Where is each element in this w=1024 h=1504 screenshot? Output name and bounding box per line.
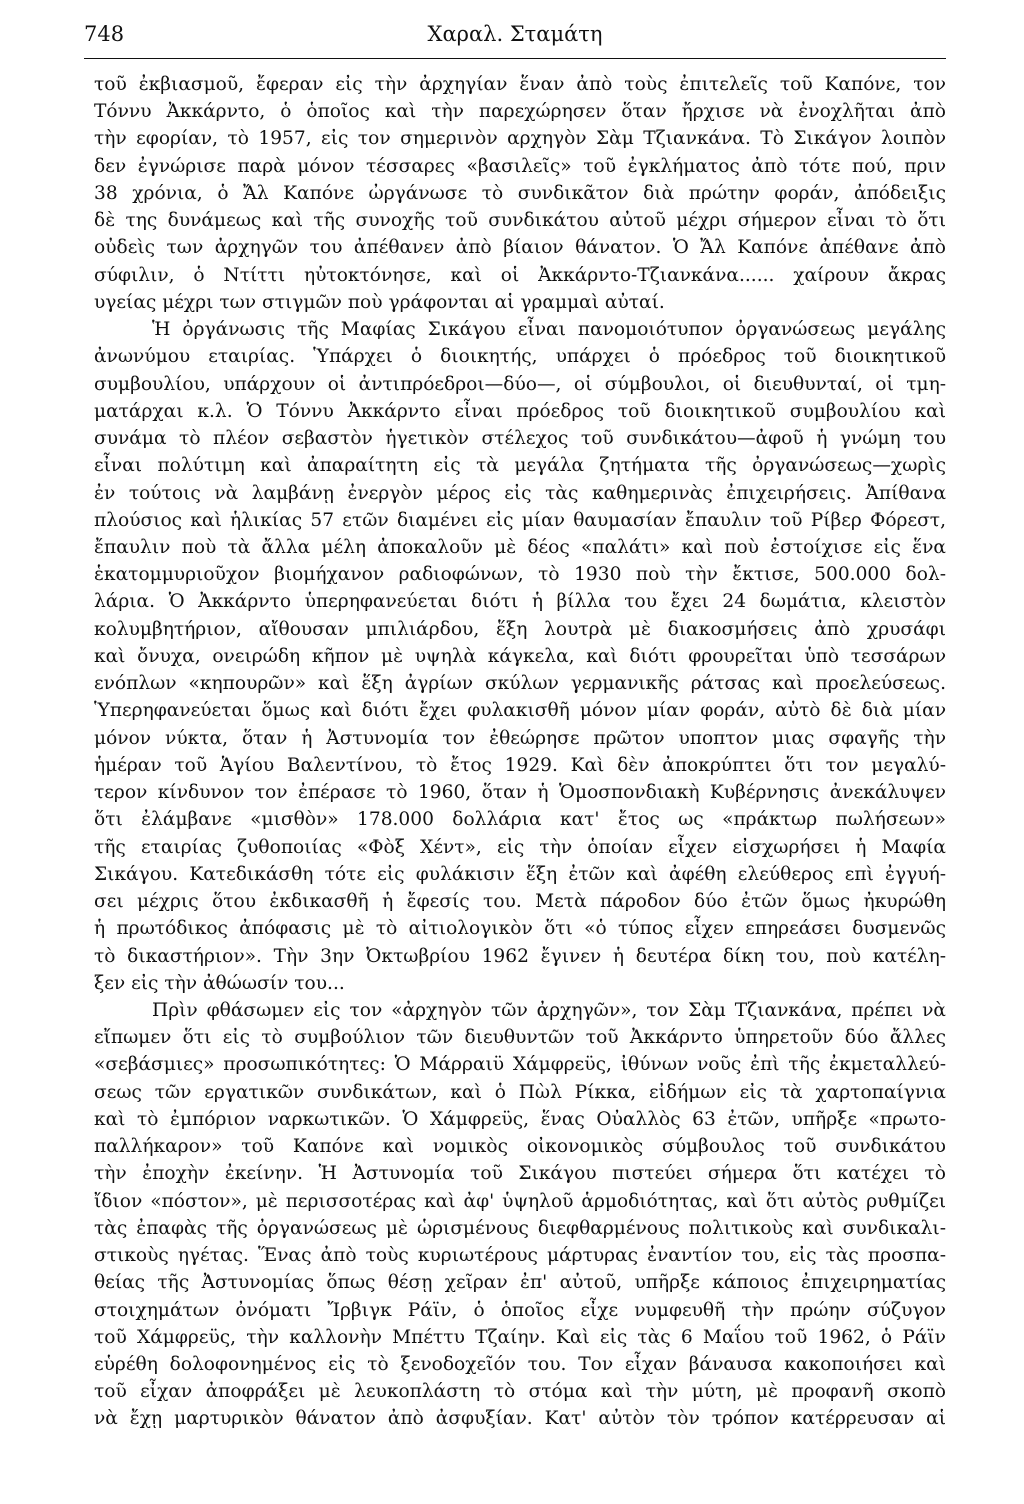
text-line: ματάρχαι κ.λ. Ὁ Τόννυ Ἀκκάρντο εἶναι πρόεδρος τοῦ διοικητικοῦ συμβουλίου καὶ xyxy=(94,400,946,422)
text-line: ὅτι ἐλάμβανε «μισθὸν» 178.000 δολλάρια κατ' ἔτος ως «πράκτωρ πωλήσεων» xyxy=(94,809,946,831)
text-line: καὶ ὄνυχα, ονειρώδη κῆπον μὲ υψηλὰ κάγκελα, καὶ διότι φρουρεῖται ὑπὸ τεσσάρων xyxy=(94,645,946,667)
text-line: ἴδιον «πόστον», μὲ περισσοτέρας καὶ ἀφ' ὑψηλοῦ ἁρμοδιότητας, καὶ ὅτι αὐτὸς ρυθμίζει xyxy=(94,1190,946,1212)
header-rule xyxy=(84,58,946,59)
text-line: ἀνωνύμου εταιρίας. Ὑπάρχει ὁ διοικητής, υπάρχει ὁ πρόεδρος τοῦ διοικητικοῦ xyxy=(94,346,946,368)
text-line: μόνον νύκτα, ὅταν ἡ Ἀστυνομία τον ἐθεώρησε πρῶτον υποπτον μιας σφαγῆς τὴν xyxy=(94,727,946,749)
text-line: ξεν εἰς τὴν ἀθώωσίν του... xyxy=(94,972,345,994)
text-line: σεως τῶν εργατικῶν συνδικάτων, καὶ ὁ Πὼλ Ρίκκα, εἰδήμων εἰς τὰ χαρτοπαίγνια xyxy=(94,1081,946,1103)
text-line: οὐδεὶς των ἀρχηγῶν του ἀπέθανεν ἀπὸ βίαιον θάνατον. Ὁ Ἄλ Καπόνε ἀπέθανε ἀπὸ xyxy=(94,237,946,259)
text-line: Τόννυ Ἀκκάρντο, ὁ ὁποῖος καὶ τὴν παρεχώρησεν ὅταν ἤρχισε νὰ ἐνοχλῆται ἀπὸ xyxy=(94,101,946,123)
text-line: Ὑπερηφανεύεται ὅμως καὶ διότι ἔχει φυλακισθῆ μόνον μίαν φοράν, αὐτὸ δὲ διὰ μίαν xyxy=(94,700,946,722)
text-line: καὶ τὸ ἐμπόριον ναρκωτικῶν. Ὁ Χάμφρεϋς, ἕνας Οὐαλλὸς 63 ἐτῶν, υπῆρξε «πρωτο- xyxy=(94,1108,946,1130)
text-line: κολυμβητήριον, αἴθουσαν μπιλιάρδου, ἕξη λουτρὰ μὲ διακοσμήσεις ἀπὸ χρυσάφι xyxy=(94,618,946,640)
text-line: ἐν τούτοις νὰ λαμβάνῃ ἐνεργὸν μέρος εἰς τὰς καθημερινὰς ἐπιχειρήσεις. Ἀπίθανα xyxy=(94,482,946,504)
text-line: ἡμέραν τοῦ Ἁγίου Βαλεντίνου, τὸ ἔτος 1929. Καὶ δὲν ἀποκρύπτει ὅτι τον μεγαλύ- xyxy=(94,754,946,776)
text-line: τοῦ Χάμφρεϋς, τὴν καλλονὴν Μπέττυ Τζαίην. Καὶ εἰς τὰς 6 Μαΐου τοῦ 1962, ὁ Ράϊν xyxy=(94,1326,946,1348)
text-line: λάρια. Ὁ Ἀκκάρντο ὑπερηφανεύεται διότι ἡ βίλλα του ἔχει 24 δωμάτια, κλειστὸν xyxy=(94,591,946,613)
page-number: 748 xyxy=(84,22,125,46)
text-line: τὰς ἐπαφὰς τῆς ὀργανώσεως μὲ ὡρισμένους διεφθαρμένους πολιτικοὺς καὶ συνδικαλι- xyxy=(94,1217,946,1239)
text-line: ἑκατομμυριοῦχον βιομήχανον ραδιοφώνων, τὸ 1930 ποὺ τὴν ἔκτισε, 500.000 δολ- xyxy=(94,564,946,586)
text-line: τῆς εταιρίας ζυθοποιίας «Φὸξ Χέντ», εἰς τὴν ὁποίαν εἶχεν εἰσχωρήσει ἡ Μαφία xyxy=(94,836,946,858)
text-line: «σεβάσμιες» προσωπικότητες: Ὁ Μάρραιϋ Χάμφρεϋς, ἰθύνων νοῦς ἐπὶ τῆς ἐκμεταλλεύ- xyxy=(94,1054,946,1076)
text-line: στοιχημάτων ὀνόματι Ἴρβιγκ Ράϊν, ὁ ὁποῖος εἶχε νυμφευθῆ τὴν πρώην σύζυγον xyxy=(94,1299,946,1321)
text-line: θείας τῆς Ἀστυνομίας ὅπως θέσῃ χεῖραν ἐπ' αὐτοῦ, υπῆρξε κάποιος ἐπιχειρηματίας xyxy=(94,1272,946,1294)
text-line: συνάμα τὸ πλέον σεβαστὸν ἡγετικὸν στέλεχος τοῦ συνδικάτου—ἀφοῦ ἡ γνώμη του xyxy=(94,428,946,450)
text-line: εὑρέθη δολοφονημένος εἰς τὸ ξενοδοχεῖόν του. Τον εἶχαν βάναυσα κακοποιήσει καὶ xyxy=(94,1354,946,1376)
text-line: τὸ δικαστήριον». Τὴν 3ην Ὀκτωβρίου 1962 ἔγινεν ἡ δευτέρα δίκη του, ποὺ κατέλη- xyxy=(94,945,946,967)
body-text xyxy=(94,71,946,1433)
text-line: Πρὶν φθάσωμεν εἰς τον «ἀρχηγὸν τῶν ἀρχηγῶν», τον Σὰμ Τζιανκάνα, πρέπει νὰ xyxy=(152,999,946,1021)
running-head-author: Χαραλ. Σταμάτη xyxy=(427,22,603,46)
text-line: υγείας μέχρι των στιγμῶν ποὺ γράφονται αἱ γραμμαὶ αὐταί. xyxy=(94,291,665,313)
text-line: τὴν ἐποχὴν ἐκείνην. Ἡ Ἀστυνομία τοῦ Σικάγου πιστεύει σήμερα ὅτι κατέχει τὸ xyxy=(94,1163,946,1185)
text-line: 38 χρόνια, ὁ Ἄλ Καπόνε ὠργάνωσε τὸ συνδικᾶτον διὰ πρώτην φοράν, ἀπόδειξις xyxy=(94,182,946,204)
text-line: παλλήκαρον» τοῦ Καπόνε καὶ νομικὸς οἰκονομικὸς σύμβουλος τοῦ συνδικάτου xyxy=(94,1136,946,1158)
text-line: Σικάγου. Κατεδικάσθη τότε εἰς φυλάκισιν ἕξη ἐτῶν καὶ ἀφέθη ελεύθερος επὶ ἐγγυή- xyxy=(94,863,946,885)
text-line: πλούσιος καὶ ἡλικίας 57 ετῶν διαμένει εἰς μίαν θαυμασίαν ἔπαυλιν τοῦ Ρίβερ Φόρεστ, xyxy=(94,509,946,531)
text-line: τὴν εφορίαν, τὸ 1957, εἰς τον σημερινὸν αρχηγὸν Σὰμ Τζιανκάνα. Τὸ Σικάγον λοιπὸν xyxy=(94,128,946,150)
running-head xyxy=(84,18,946,50)
text-line: εἶναι πολύτιμη καὶ ἀπαραίτητη εἰς τὰ μεγάλα ζητήματα τῆς ὀργανώσεως—χωρὶς xyxy=(94,455,946,477)
text-line: δεν ἐγνώρισε παρὰ μόνον τέσσαρες «βασιλεῖς» τοῦ ἐγκλήματος ἀπὸ τότε πού, πριν xyxy=(94,155,946,177)
text-line: σύφιλιν, ὁ Ντίττι ηὐτοκτόνησε, καὶ οἱ Ἀκκάρντο-Τζιανκάνα...... χαίρουν ἄκρας xyxy=(94,264,946,286)
text-line: σει μέχρις ὅτου ἐκδικασθῆ ἡ ἔφεσίς του. Μετὰ πάροδον δύο ἐτῶν ὅμως ἠκυρώθη xyxy=(94,891,946,913)
text-line: συμβουλίου, υπάρχουν οἱ ἀντιπρόεδροι—δύο—, οἱ σύμβουλοι, οἱ διευθυνταί, οἱ τμη- xyxy=(94,373,946,395)
text-line: στικοὺς ηγέτας. Ἕνας ἀπὸ τοὺς κυριωτέρους μάρτυρας ἐναντίον του, εἰς τὰς προσπα- xyxy=(94,1245,946,1267)
text-line: ἔπαυλιν ποὺ τὰ ἄλλα μέλη ἀποκαλοῦν μὲ δέος «παλάτι» καὶ ποὺ ἐστοίχισε εἰς ἕνα xyxy=(94,536,946,558)
text-line: τερον κίνδυνον τον ἐπέρασε τὸ 1960, ὅταν ἡ Ὁμοσπονδιακὴ Κυβέρνησις ἀνεκάλυψεν xyxy=(94,782,946,804)
text-line: ἡ πρωτόδικος ἀπόφασις μὲ τὸ αἰτιολογικὸν ὅτι «ὁ τύπος εἶχεν επηρεάσει δυσμενῶς xyxy=(94,918,946,940)
text-line: δὲ της δυνάμεως καὶ τῆς συνοχῆς τοῦ συνδικάτου αὐτοῦ μέχρι σήμερον εἶναι τὸ ὅτι xyxy=(94,210,946,232)
text-line: τοῦ ἐκβιασμοῦ, ἔφεραν εἰς τὴν ἀρχηγίαν ἕναν ἀπὸ τοὺς ἐπιτελεῖς τοῦ Καπόνε, τον xyxy=(94,74,946,95)
text-line: τοῦ εἶχαν ἀποφράξει μὲ λευκοπλάστη τὸ στόμα καὶ τὴν μύτη, μὲ προφανῆ σκοπὸ xyxy=(94,1381,946,1403)
text-line: Ἡ ὀργάνωσις τῆς Μαφίας Σικάγου εἶναι πανομοιότυπον ὀργανώσεως μεγάλης xyxy=(152,319,946,341)
text-line: νὰ ἔχῃ μαρτυρικὸν θάνατον ἀπὸ ἀσφυξίαν. Κατ' αὐτὸν τὸν τρόπον κατέρρευσαν αἱ xyxy=(94,1408,946,1430)
text-line: ενόπλων «κηπουρῶν» καὶ ἕξη ἀγρίων σκύλων γερμανικῆς ράτσας καὶ προελεύσεως. xyxy=(94,673,946,695)
text-line: εἴπωμεν ὅτι εἰς τὸ συμβούλιον τῶν διευθυντῶν τοῦ Ἀκκάρντο ὑπηρετοῦν δύο ἄλλες xyxy=(94,1027,946,1049)
